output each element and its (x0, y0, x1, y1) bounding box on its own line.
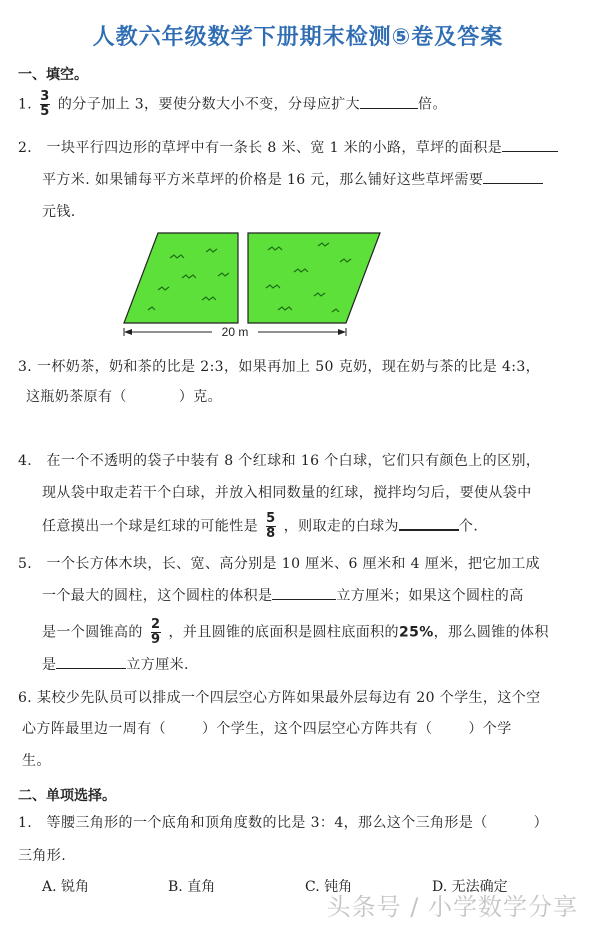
option-a[interactable]: A. 锐角 (42, 879, 90, 895)
fraction-2-9: $\frac{2}{9}$ (150, 617, 161, 647)
question-4-line-2: 现从袋中取走若干个白球，并放入相同数量的红球，搅拌均匀后，要使从袋中 (42, 485, 532, 501)
answer-blank[interactable] (483, 171, 543, 184)
question-3-line-2: 这瓶奶茶原有（ ）克。 (26, 389, 223, 405)
section-fill-in-heading: 一、填空。 (18, 67, 88, 83)
option-b[interactable]: B. 直角 (168, 879, 216, 895)
question-5-line-3: 是一个圆锥高的 $\frac{2}{9}$ ，并且圆锥的底面积是圆柱底面积的25%，那么圆锥的体积 (42, 617, 549, 647)
question-6-line-1: 6. 某校少先队员可以排成一个四层空心方阵如果最外层每边有 20 个学生，这个空 (18, 690, 541, 706)
answer-blank[interactable] (360, 96, 418, 109)
answer-blank[interactable] (272, 587, 336, 600)
question-2-line-1: 2. 一块平行四边形的草坪中有一条长 8 米、宽 1 米的小路，草坪的面积是 (18, 137, 558, 157)
lawn-parallelogram-figure (118, 228, 388, 340)
page-title: 人教六年级数学下册期末检测⑤卷及答案 (92, 25, 504, 50)
answer-blank[interactable] (56, 656, 126, 669)
question-1: 1. $\frac{3}{5}$ 的分子加上 3，要使分数大小不变，分母应扩大 倍。 (18, 89, 447, 119)
lawn-left-part (124, 233, 238, 323)
lawn-right-part (248, 233, 380, 323)
fraction-3-5: $\frac{3}{5}$ (40, 89, 50, 119)
question-2-line-2: 平方米. 如果铺每平方米草坪的价格是 16 元，那么铺好这些草坪需要 (42, 169, 543, 189)
question-4-line-1: 4. 在一个不透明的袋子中装有 8 个红球和 16 个白球，它们只有颜色上的区别， (18, 453, 541, 469)
question-5-line-2: 一个最大的圆柱，这个圆柱的体积是 立方厘米；如果这个圆柱的高 (42, 588, 524, 604)
question-4-line-3: 任意摸出一个球是红球的可能性是 $\frac{5}{8}$ ，则取走的白球为 个. (42, 511, 479, 541)
question-2-line-3: 元钱. (42, 204, 76, 220)
fraction-5-8: $\frac{5}{8}$ (266, 511, 276, 541)
section-single-choice-heading: 二、单项选择。 (18, 788, 116, 804)
dimension-label: 20 m (221, 325, 249, 339)
question-3-line-1: 3. 一杯奶茶，奶和茶的比是 2:3，如果再加上 50 克奶，现在奶与茶的比是 4:3， (18, 359, 541, 375)
question-6-line-2: 心方阵最里边一周有（ ）个学生，这个四层空心方阵共有（ ）个学 (22, 721, 512, 737)
question-5-line-4: 是 立方厘米. (42, 657, 189, 673)
choice-question-1-line-1: 1. 等腰三角形的一个底角和顶角度数的比是 3：4，那么这个三角形是（ ） (18, 815, 549, 831)
answer-blank[interactable] (399, 517, 459, 531)
option-c[interactable]: C. 钝角 (305, 879, 353, 895)
question-6-line-3: 生。 (22, 753, 51, 769)
answer-blank[interactable] (502, 139, 558, 152)
question-5-line-1: 5. 一个长方体木块，长、宽、高分别是 10 厘米、6 厘米和 4 厘米，把它加工成 (18, 556, 541, 572)
option-d[interactable]: D. 无法确定 (432, 879, 508, 895)
watermark: 头条号 / 小学数学分享 (326, 893, 578, 921)
choice-question-1-line-2: 三角形. (18, 848, 67, 864)
